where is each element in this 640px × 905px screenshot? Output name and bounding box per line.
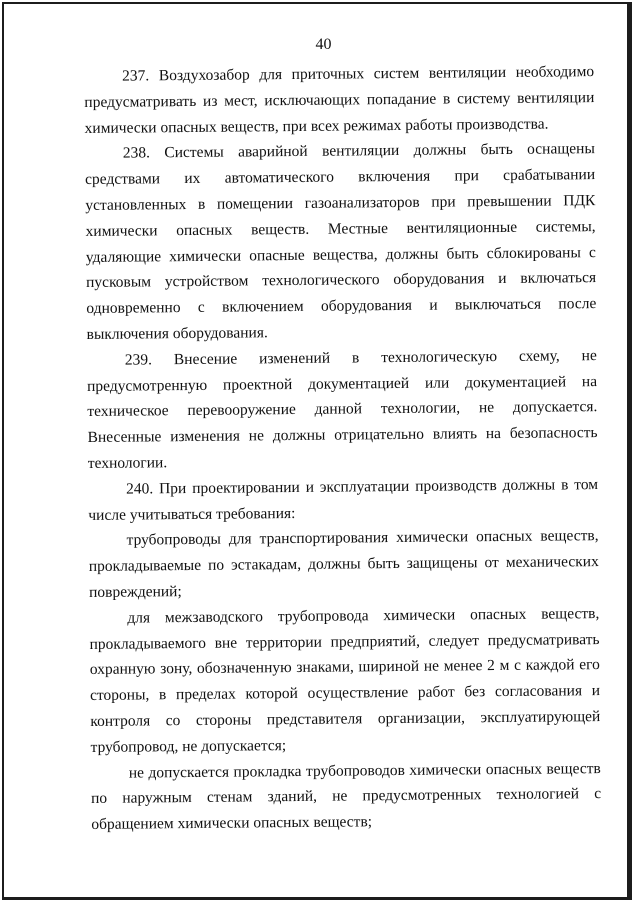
requirement-exterior-walls: не допускается прокладка трубопроводов химически опасных веществ по наружным стенам зданий, не предусмотренных технологией с обращением химически опасных веществ;: [90, 759, 602, 834]
paragraph-238: 238. Системы аварийной вентиляции должны быть оснащены средствами их автоматического включения при срабатывании установленных в помещении газоанализаторов при превышении ПДК химически опасных веществ. Местные вентиляционные системы, удаляющие химически опасные вещества, должны быть сблокированы с пусковым устройством технологического оборудования и включаться одновременно с включением оборудования и выключаться после выключения оборудования.: [85, 140, 597, 343]
requirement-pipelines-overpass: трубопроводы для транспортирования химически опасных веществ, прокладываемые по эстакадам, должны быть защищены от механических повреждений;: [88, 527, 599, 601]
scanned-page: [2, 2, 632, 900]
page-number: 40: [315, 36, 332, 53]
paragraph-239: 239. Внесение изменений в технологическую схему, не предусмотренную проектной документацией или документацией на техническое перевооружение данной технологии, не допускается. Внесенные изменения не должны отрицательно влиять на безопасность технологии.: [87, 346, 598, 472]
document-body: [84, 59, 601, 838]
paragraph-240: 240. При проектировании и эксплуатации производств должны в том числе учитываться требования:: [88, 475, 599, 524]
paragraph-237: 237. Воздухозабор для приточных систем вентиляции необходимо предусматривать из мест, исключающих попадание в систему вентиляции химически опасных веществ, при всех режимах работы производства.: [84, 63, 595, 137]
requirement-interplant-pipeline: для межзаводского трубопровода химически опасных веществ, прокладываемого вне территории предприятий, следует предусматривать охранную зону, обозначенную знаками, шириной не менее 2 м с каждой его стороны, в пределах которой осуществление работ без согласования и контроля со стороны представителя организации, эксплуатирующей трубопровод, не допускается;: [89, 604, 601, 756]
